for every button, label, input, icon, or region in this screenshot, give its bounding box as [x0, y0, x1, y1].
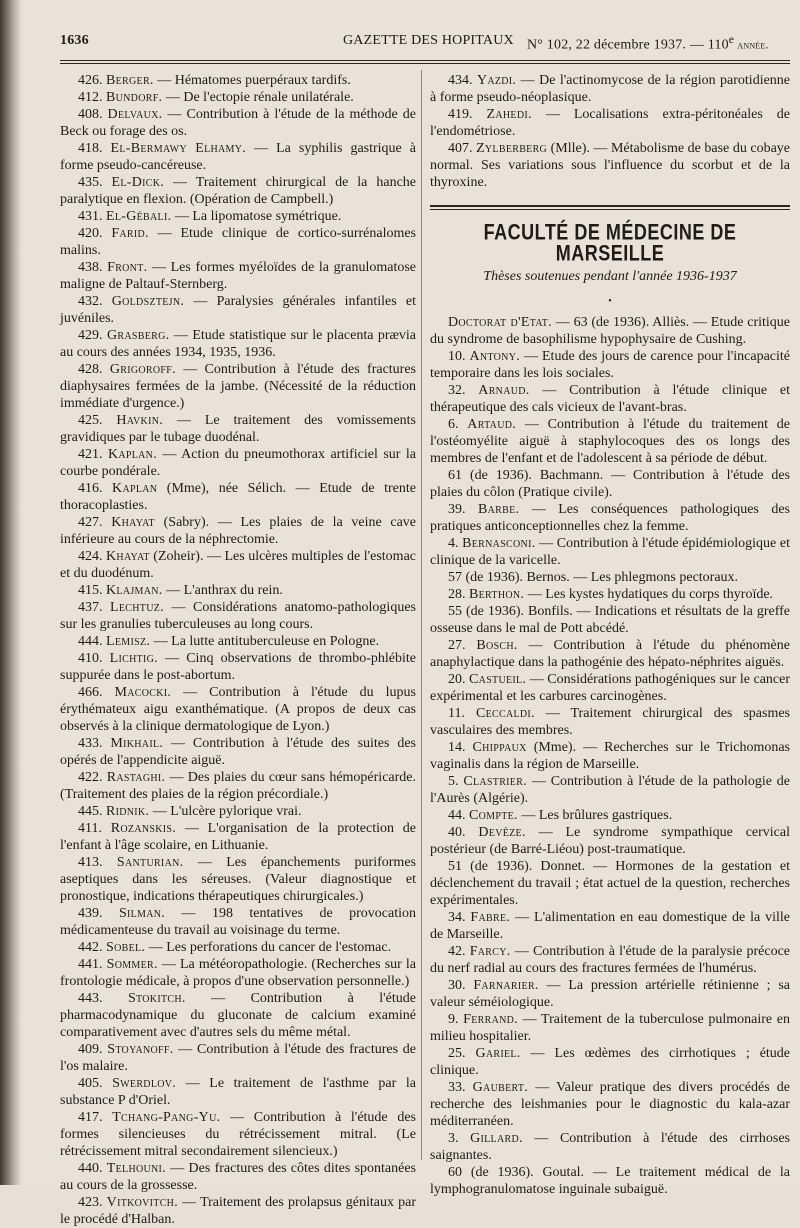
thesis-entry — [60, 1041, 416, 1075]
thesis-entry — [430, 824, 790, 858]
thesis-number: 422. — [78, 770, 103, 785]
author-name: Bernasconi. — [462, 536, 536, 551]
thesis-number: 28. — [448, 587, 466, 602]
thesis-entry — [60, 106, 416, 140]
thesis-entry — [60, 140, 416, 174]
author-name: Telhouni. — [106, 1161, 166, 1176]
issue-suffix: e — [728, 33, 735, 46]
author-name: Zahedi. — [486, 107, 532, 122]
thesis-entry — [60, 412, 416, 446]
author-name: Kaplan. — [107, 447, 157, 462]
thesis-title: — Contribution à l'étude du lupus érythémateux aigu exanthématique. (A propos de deux cas observés à la clinique dermatologique de Lyon.) — [60, 685, 417, 734]
author-name: Yazdi. — [476, 73, 517, 88]
thesis-title: — Les œdèmes des cirrhotiques ; étude clinique. — [430, 1046, 791, 1078]
header-rule — [60, 60, 790, 61]
thesis-number: 27. — [448, 638, 466, 653]
thesis-number: 442. — [78, 940, 103, 955]
author-name: Gariel. — [475, 1046, 521, 1061]
thesis-number: 435. — [78, 175, 103, 190]
thesis-title: — Etude statistique sur le placenta prævia au cours des années 1934, 1935, 1936. — [60, 328, 416, 360]
issue-text: N° 102, 22 décembre 1937. — 110 — [527, 37, 729, 53]
thesis-entry — [430, 314, 790, 348]
thesis-entry — [60, 72, 416, 89]
author-name: Front. — [107, 260, 148, 275]
thesis-title: — De l'ectopie rénale unilatérale. — [162, 90, 354, 105]
thesis-title: — Action du pneumothorax artificiel sur la courbe pondérale. — [60, 447, 416, 479]
thesis-title: (Mlle). — Métabolisme de base du cobaye normal. Ses variations sous l'influence du scorbut et de la thyroxine. — [430, 141, 791, 190]
thesis-title: — La lutte antituberculeuse en Pologne. — [150, 634, 380, 649]
thesis-number: 10. — [448, 349, 466, 364]
author-name: Klajman. — [106, 583, 163, 598]
thesis-title: — Contribution à l'étude épidémiologique et clinique de la varicelle. — [430, 536, 791, 568]
thesis-number: 34. — [448, 910, 466, 925]
thesis-title: (de 1936). Goutal. — Le traitement médical de la lymphogranulomatose inguinale subaiguë. — [430, 1165, 791, 1197]
author-name: Ceccaldi. — [475, 706, 535, 721]
section-title: FACULTÉ DE MÉDECINE DE MARSEILLE — [483, 219, 737, 266]
thesis-entry — [60, 650, 416, 684]
thesis-entry — [430, 416, 790, 467]
thesis-number: 466. — [78, 685, 103, 700]
thesis-number: 408. — [78, 107, 103, 122]
thesis-number: 61 — [448, 468, 462, 483]
author-name: Berthon. — [469, 587, 525, 602]
author-name: Grigoroff. — [109, 362, 176, 377]
thesis-title: — Contribution à l'étude de la pathologie de l'Aurès (Algérie). — [430, 774, 790, 806]
author-name: Vitkovitch. — [106, 1195, 179, 1210]
page-number: 1636 — [60, 33, 89, 48]
thesis-title: — Les kystes hydatiques du corps thyroïde. — [524, 587, 774, 602]
thesis-entry — [430, 501, 790, 535]
author-name: Gaubert. — [472, 1080, 529, 1095]
author-name: Antony. — [469, 349, 521, 364]
thesis-entry — [430, 467, 790, 501]
thesis-title: — L'alimentation en eau domestique de la ville de Marseille. — [430, 910, 790, 942]
thesis-title: (de 1936). Bachmann. — Contribution à l'étude des plaies du côlon (Pratique civile). — [430, 468, 791, 500]
thesis-title: — Contribution à l'étude des suites des opérés de l'appendicite aiguë. — [60, 736, 416, 768]
author-name: El-Bermawy Elhamy. — [110, 141, 247, 156]
author-name: Mikhail. — [110, 736, 164, 751]
thesis-number: 20. — [448, 672, 466, 687]
ornament: • — [608, 296, 612, 307]
thesis-number: 57 — [448, 570, 462, 585]
thesis-number: 431. — [78, 209, 103, 224]
thesis-title: — Le syndrome sympathique cervical postérieur (de Barré-Liéou) post-traumatique. — [430, 825, 791, 857]
marseille-thesis-list — [430, 314, 790, 1198]
author-name: Santurian. — [116, 855, 184, 870]
thesis-entry — [430, 1130, 790, 1164]
thesis-number: 3. — [448, 1131, 459, 1146]
thesis-entry — [430, 977, 790, 1011]
thesis-entry — [430, 1045, 790, 1079]
author-name: Tchang-Pang-Yu. — [112, 1110, 221, 1125]
author-name: Stokitch. — [127, 991, 186, 1006]
thesis-title: — La lipomatose symétrique. — [171, 209, 342, 224]
section-rule-thin — [430, 209, 790, 210]
left-column — [60, 72, 416, 1228]
thesis-number: 432. — [78, 294, 103, 309]
right-column — [430, 72, 790, 1198]
thesis-title: — Les brûlures gastriques. — [517, 808, 673, 823]
thesis-number: 424. — [78, 549, 103, 564]
thesis-number: 11. — [448, 706, 465, 721]
thesis-entry — [430, 705, 790, 739]
thesis-number: 30. — [448, 978, 466, 993]
column-divider — [421, 70, 422, 1160]
thesis-entry — [60, 1109, 416, 1160]
journal-title: GAZETTE DES HOPITAUX — [343, 33, 514, 48]
thesis-number: 40. — [448, 825, 466, 840]
thesis-title: (de 1936). Donnet. — Hormones de la gestation et déclenchement du travail ; état actuel de la question, recherches expérimentales. — [430, 859, 790, 908]
thesis-entry — [60, 633, 416, 650]
thesis-entry — [430, 72, 790, 106]
author-name: Lechtuz. — [110, 600, 164, 615]
thesis-number: 416. — [78, 481, 103, 496]
thesis-title: — Contribution à l'étude de la méthode de Beck ou forage des os. — [60, 107, 417, 139]
thesis-title: — Contribution à l'étude du phénomène anaphylactique dans la pathogénie des hépato-néphrites aiguës. — [430, 638, 790, 670]
thesis-entry — [60, 259, 416, 293]
thesis-entry — [60, 225, 416, 259]
author-name: Gillard. — [470, 1131, 523, 1146]
thesis-title: — Considérations anatomo-pathologiques sur les granulies tuberculeuses au long cours. — [60, 600, 416, 632]
thesis-number: 426. — [78, 73, 103, 88]
thesis-entry — [430, 1079, 790, 1130]
thesis-entry — [430, 106, 790, 140]
thesis-entry — [430, 909, 790, 943]
thesis-entry — [60, 361, 416, 412]
thesis-entry — [60, 1194, 416, 1228]
page-header — [60, 33, 786, 53]
thesis-title: (Sabry). — Les plaies de la veine cave inférieure au cours de la néphrectomie. — [60, 515, 417, 547]
thesis-number: 445. — [78, 804, 103, 819]
thesis-entry — [60, 174, 416, 208]
author-name: Arnaud. — [478, 383, 530, 398]
thesis-title: (de 1936). Bernos. — Les phlegmons pectoraux. — [465, 570, 739, 585]
author-name: Macocki. — [114, 685, 172, 700]
thesis-entry — [430, 586, 790, 603]
thesis-entry — [430, 807, 790, 824]
author-name: Khayat — [106, 549, 150, 564]
author-name: Clastrier. — [463, 774, 527, 789]
thesis-entry — [60, 446, 416, 480]
author-name: Farnarier. — [473, 978, 539, 993]
thesis-entry — [60, 905, 416, 939]
thesis-entry — [430, 1011, 790, 1045]
author-name: Swerdlov. — [112, 1076, 177, 1091]
header-rule-thin — [60, 63, 790, 64]
thesis-entry — [60, 208, 416, 225]
thesis-entry — [430, 140, 790, 191]
author-name: El-Dick. — [111, 175, 165, 190]
thesis-entry — [60, 854, 416, 905]
author-name: El-Gébali. — [106, 209, 172, 224]
thesis-entry — [430, 671, 790, 705]
section-subtitle: Thèses soutenues pendant l'année 1936-1937 — [483, 269, 737, 284]
thesis-title: — Contribution à l'étude des fractures diaphysaires fermées de la jambe. (Nécessité de la réduction immédiate d'urgence.) — [60, 362, 416, 411]
author-name: Kaplan — [112, 481, 158, 496]
thesis-title: — Le traitement de l'asthme par la substance P d'Oriel. — [60, 1076, 416, 1108]
thesis-number: 25. — [448, 1046, 466, 1061]
thesis-number: 415. — [78, 583, 103, 598]
thesis-title: (Mme), née Sélich. — Etude de trente thoracoplasties. — [60, 481, 416, 513]
author-name: Khayat — [111, 515, 155, 530]
thesis-number: 412. — [78, 90, 103, 105]
thesis-title: — Cinq observations de thrombo-phlébite suppurée dans le post-abortum. — [60, 651, 416, 683]
author-name: Berger. — [106, 73, 154, 88]
thesis-entry — [430, 535, 790, 569]
thesis-number: 440. — [78, 1161, 103, 1176]
thesis-title: — Etude clinique de cortico-surrénalomes malins. — [60, 226, 417, 258]
author-name: Farcy. — [469, 944, 511, 959]
author-name: Ferrand. — [463, 1012, 518, 1027]
author-name: Chippaux — [472, 740, 527, 755]
author-name: Castueil. — [469, 672, 527, 687]
thesis-list-continued — [430, 72, 790, 191]
author-name: Farid. — [111, 226, 149, 241]
section-rule — [430, 205, 790, 207]
thesis-title: — Traitement de la tuberculose pulmonaire en milieu hospitalier. — [430, 1012, 790, 1044]
thesis-title: — La pression artérielle rétinienne ; sa valeur séméiologique. — [430, 978, 791, 1010]
thesis-number: 39. — [448, 502, 466, 517]
thesis-number: 411. — [78, 821, 102, 836]
thesis-number: 428. — [78, 362, 103, 377]
thesis-entry — [60, 599, 416, 633]
author-name: Rastaghi. — [106, 770, 166, 785]
thesis-number: 418. — [78, 141, 103, 156]
thesis-title: — Considérations pathogéniques sur le cancer expérimental et les carbures carcinogènes. — [430, 672, 791, 704]
thesis-number: 6. — [448, 417, 459, 432]
thesis-number: 434. — [448, 73, 473, 88]
thesis-number: 443. — [78, 991, 103, 1006]
thesis-title: — La syphilis gastrique à forme pseudo-cancéreuse. — [60, 141, 416, 173]
thesis-number: 421. — [78, 447, 103, 462]
thesis-entry — [430, 943, 790, 977]
author-name: Stoyanoff. — [107, 1042, 174, 1057]
thesis-title: (Mme). — Recherches sur le Trichomonas vaginalis dans la région de Marseille. — [430, 740, 790, 772]
thesis-title: (Zoheir). — Les ulcères multiples de l'estomac et du duodénum. — [60, 549, 416, 581]
thesis-title: (de 1936). Bonfils. — Indications et résultats de la greffe osseuse dans le mal de Pott abcédé. — [430, 604, 790, 636]
author-name: Silman. — [118, 906, 166, 921]
author-name: Lemisz. — [106, 634, 151, 649]
thesis-title: — Localisations extra-péritonéales de l'endométriose. — [430, 107, 791, 139]
thesis-title: — 63 (de 1936). Alliès. — Etude critique du syndrome de basophilisme hypophysaire de Cushing. — [430, 315, 790, 347]
thesis-number: 410. — [78, 651, 103, 666]
thesis-number: 433. — [78, 736, 103, 751]
thesis-number: 425. — [78, 413, 103, 428]
author-name: Delvaux. — [107, 107, 163, 122]
thesis-title: — Traitement chirurgical des spasmes vasculaires des membres. — [430, 706, 791, 738]
thesis-number: 4. — [448, 536, 459, 551]
thesis-number: 5. — [448, 774, 459, 789]
thesis-entry — [60, 582, 416, 599]
thesis-number: 32. — [448, 383, 466, 398]
thesis-number: 419. — [448, 107, 473, 122]
thesis-entry — [60, 684, 416, 735]
thesis-entry — [60, 1160, 416, 1194]
author-name: Fabre. — [470, 910, 511, 925]
author-name: Bosch. — [476, 638, 518, 653]
thesis-entry — [430, 858, 790, 909]
thesis-number: 9. — [448, 1012, 459, 1027]
thesis-entry — [430, 382, 790, 416]
thesis-title: — L'anthrax du rein. — [162, 583, 283, 598]
thesis-number: 439. — [78, 906, 103, 921]
thesis-title: — Des plaies du cœur sans hémopéricarde. (Traitement des plaies de la région précordiale.) — [60, 770, 417, 802]
thesis-title: — Les formes myéloïdes de la granulomatose maligne de Paltauf-Sternberg. — [60, 260, 417, 292]
author-name: Barbe. — [477, 502, 520, 517]
thesis-number: 409. — [78, 1042, 103, 1057]
thesis-entry — [60, 956, 416, 990]
thesis-title: — Traitement chirurgical de la hanche paralytique en flexion. (Opération de Campbell.) — [60, 175, 417, 207]
thesis-number: 438. — [78, 260, 103, 275]
thesis-title: — Paralysies générales infantiles et juvéniles. — [60, 294, 416, 326]
thesis-number: 60 — [448, 1165, 462, 1180]
thesis-number: 429. — [78, 328, 103, 343]
thesis-title: — Contribution à l'étude des cirrhoses saignantes. — [430, 1131, 791, 1163]
thesis-number: 423. — [78, 1195, 103, 1210]
author-name: Rozanskis. — [110, 821, 177, 836]
author-name: Bundorf. — [106, 90, 163, 105]
thesis-entry — [60, 514, 416, 548]
thesis-number: 55 — [448, 604, 462, 619]
thesis-title: — Traitement des prolapsus génitaux par le procédé d'Halban. — [60, 1195, 417, 1227]
thesis-number: 444. — [78, 634, 103, 649]
thesis-number: 44. — [448, 808, 466, 823]
thesis-title: — Contribution à l'étude des fractures de l'os malaire. — [60, 1042, 417, 1074]
thesis-entry — [430, 603, 790, 637]
thesis-title: — Les perforations du cancer de l'estomac. — [145, 940, 392, 955]
author-name: Doctorat d'Etat. — [448, 315, 552, 330]
thesis-entry — [60, 1075, 416, 1109]
author-name: Sommer. — [106, 957, 158, 972]
thesis-title: — Etude des jours de carence pour l'incapacité temporaire dans les lois sociales. — [430, 349, 791, 381]
thesis-number: 14. — [448, 740, 466, 755]
thesis-title: — Contribution à l'étude clinique et thérapeutique des cals vicieux de l'avant-bras. — [430, 383, 791, 415]
author-name: Compte. — [469, 808, 518, 823]
thesis-number: 413. — [78, 855, 103, 870]
thesis-entry — [60, 735, 416, 769]
thesis-entry — [430, 773, 790, 807]
thesis-title: — 198 tentatives de provocation médicamenteuse du travail au voisinage du terme. — [60, 906, 417, 938]
author-name: Sobel. — [106, 940, 146, 955]
thesis-title: — Les conséquences pathologiques des pratiques anticonceptionnelles chez la femme. — [430, 502, 790, 534]
thesis-title: — Les épanchements puriformes aseptiques dans les séreuses. (Valeur diagnostique et pronostique, indications thérapeutiques chirurgicales.) — [60, 855, 416, 904]
thesis-entry — [430, 637, 790, 671]
issue-info — [527, 33, 769, 54]
thesis-number: 42. — [448, 944, 466, 959]
thesis-number: 405. — [78, 1076, 103, 1091]
thesis-number: 51 — [448, 859, 462, 874]
author-name: Zylberberg — [476, 141, 548, 156]
author-name: Havkin. — [116, 413, 164, 428]
thesis-title: — L'ulcère pylorique vrai. — [149, 804, 302, 819]
thesis-entry — [430, 569, 790, 586]
thesis-title: — Contribution à l'étude pharmacodynamique du gluconate de calcium examiné comparativement avec d'autres sels du même métal. — [60, 991, 416, 1040]
issue-annee: année. — [734, 37, 769, 52]
thesis-number: 437. — [78, 600, 103, 615]
thesis-number: 407. — [448, 141, 473, 156]
thesis-number: 33. — [448, 1080, 466, 1095]
thesis-title: — Contribution à l'étude du traitement de l'ostéomyélite aiguë à staphylocoques des os longs des membres de l'enfant et de l'adolescent à sa période de début. — [430, 417, 791, 466]
thesis-title: — Le traitement des vomissements gravidiques par le tubage duodénal. — [60, 413, 416, 445]
thesis-title: — Des fractures des côtes dites spontanées au cours de la grossesse. — [60, 1161, 417, 1193]
thesis-title: — Contribution à l'étude de la paralysie précoce du nerf radial au cours des fractures fermées de l'humérus. — [430, 944, 791, 976]
thesis-entry — [60, 89, 416, 106]
thesis-entry — [60, 769, 416, 803]
thesis-entry — [60, 820, 416, 854]
thesis-number: 441. — [78, 957, 103, 972]
thesis-number: 427. — [78, 515, 103, 530]
author-name: Lichtig. — [109, 651, 158, 666]
thesis-entry — [60, 480, 416, 514]
thesis-title: — Valeur pratique des divers procédés de recherche des leishmanies pour le diagnostic du kala-azar méditerranéen. — [430, 1080, 791, 1129]
thesis-entry — [60, 548, 416, 582]
author-name: Grasberg. — [106, 328, 170, 343]
author-name: Ridnik. — [106, 804, 150, 819]
thesis-number: 417. — [78, 1110, 103, 1125]
thesis-title: — Contribution à l'étude des formes silencieuses du rétrécissement mitral. (Le rétrécissement mitral secondairement silencieux.) — [60, 1110, 416, 1159]
author-name: Artaud. — [467, 417, 517, 432]
thesis-entry — [430, 739, 790, 773]
author-name: Devèze. — [478, 825, 526, 840]
thesis-title: — Hématomes puerpéraux tardifs. — [153, 73, 351, 88]
thesis-title: — La météoropathologie. (Recherches sur la frontologie médicale, à propos d'une observation personnelle.) — [60, 957, 417, 989]
thesis-title: — L'organisation de la protection de l'enfant à l'âge scolaire, en Lithuanie. — [60, 821, 417, 853]
thesis-entry — [60, 803, 416, 820]
author-name: Goldsztejn. — [111, 294, 185, 309]
thesis-entry — [60, 293, 416, 327]
thesis-entry — [60, 990, 416, 1041]
thesis-entry — [430, 348, 790, 382]
thesis-entry — [60, 327, 416, 361]
thesis-number: 420. — [78, 226, 103, 241]
thesis-title: — De l'actinomycose de la région parotidienne à forme pseudo-néoplasique. — [430, 73, 791, 105]
thesis-entry — [60, 939, 416, 956]
thesis-entry — [430, 1164, 790, 1198]
